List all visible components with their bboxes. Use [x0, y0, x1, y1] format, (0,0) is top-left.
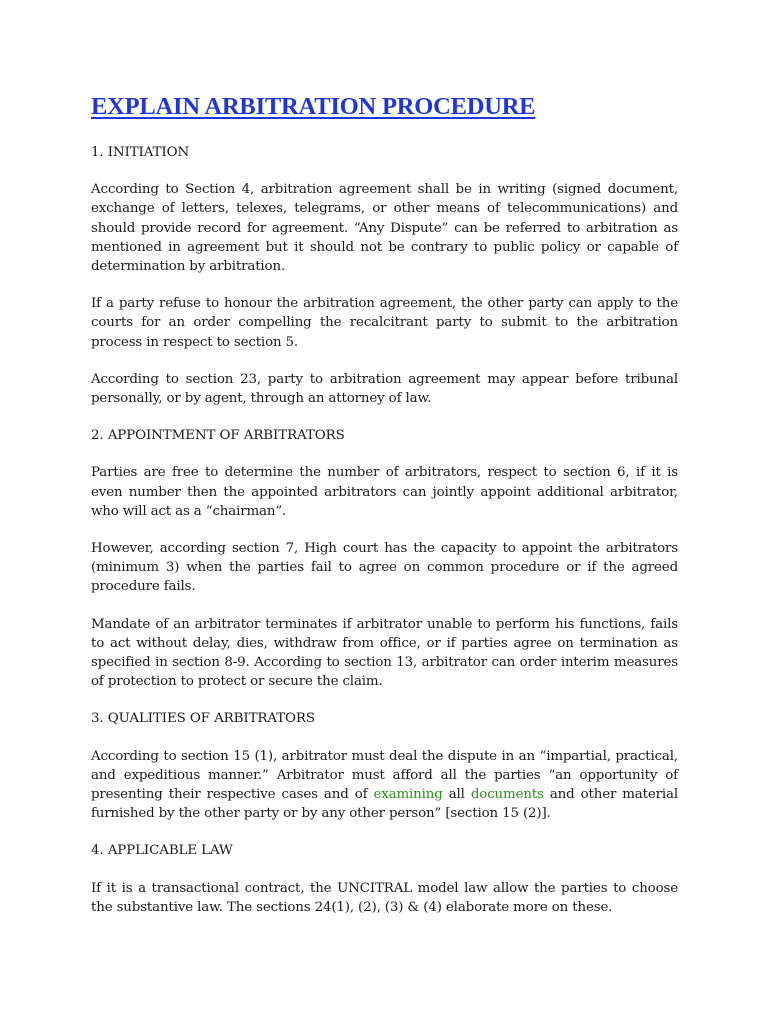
section-heading: 3. QUALITIES OF ARBITRATORS — [91, 711, 315, 727]
paragraph: According to section 23, party to arbitration agreement may appear before tribunal personally, or by agent, through an attorney of law. — [91, 371, 678, 407]
paragraph: However, according section 7, High court has the capacity to appoint the arbitrators (minimum 3) when the parties fail to agree on common procedure or if the agreed procedure fails. — [91, 541, 678, 595]
section-applicable-law — [91, 841, 678, 917]
section-heading: 1. INITIATION — [91, 145, 190, 160]
paragraph: Parties are free to determine the number of arbitrators, respect to section 6, if it is even number then the appointed arbitrators can jointly appoint additional arbitrator, who will act as a “chairman”. — [91, 465, 678, 519]
paragraph: According to Section 4, arbitration agreement shall be in writing (signed document, exchange of letters, telexes, telegrams, or other means of telecommunications) and should provide record for agreement. “Any Dispute” can be referred to arbitration as mentioned in agreement but it should not be contrary to public policy or capable of determination by arbitration. — [91, 182, 678, 275]
section-heading: 4. APPLICABLE LAW — [91, 843, 233, 859]
section-appointment — [91, 426, 678, 691]
document-page — [91, 90, 678, 935]
paragraph: Mandate of an arbitrator terminates if arbitrator unable to perform his functions, fails to act without delay, dies, withdraw from office, or if parties agree on termination as specified in section 8-9. According to section 13, arbitrator can order interim measures of protection to protect or secure the claim. — [91, 616, 678, 690]
documents-link[interactable]: documents — [470, 787, 544, 803]
document-title: EXPLAIN ARBITRATION PROCEDURE — [91, 93, 536, 120]
paragraph: If it is a transactional contract, the UNCITRAL model law allow the parties to choose the substantive law. The sections 24(1), (2), (3) & (4) elaborate more on these. — [91, 880, 678, 915]
examining-link[interactable]: examining — [373, 787, 443, 803]
section-qualities — [91, 709, 678, 823]
section-heading: 2. APPOINTMENT OF ARBITRATORS — [91, 428, 345, 444]
paragraph-text: and other material furnished by the other party or by any other person” [section 15 (2)]. — [91, 787, 679, 822]
paragraph — [91, 747, 678, 824]
section-initiation — [91, 143, 678, 408]
paragraph-text: all — [442, 787, 471, 803]
paragraph: If a party refuse to honour the arbitration agreement, the other party can apply to the courts for an order compelling the recalcitrant party to submit to the arbitration process in respect to section 5. — [91, 296, 678, 350]
paragraph-text: According to section 15 (1), arbitrator must deal the dispute in an “impartial, practical, and expeditious manner.” Arbitrator must afford all the parties “an opportunity of presenting their respective cases and of — [91, 748, 678, 803]
